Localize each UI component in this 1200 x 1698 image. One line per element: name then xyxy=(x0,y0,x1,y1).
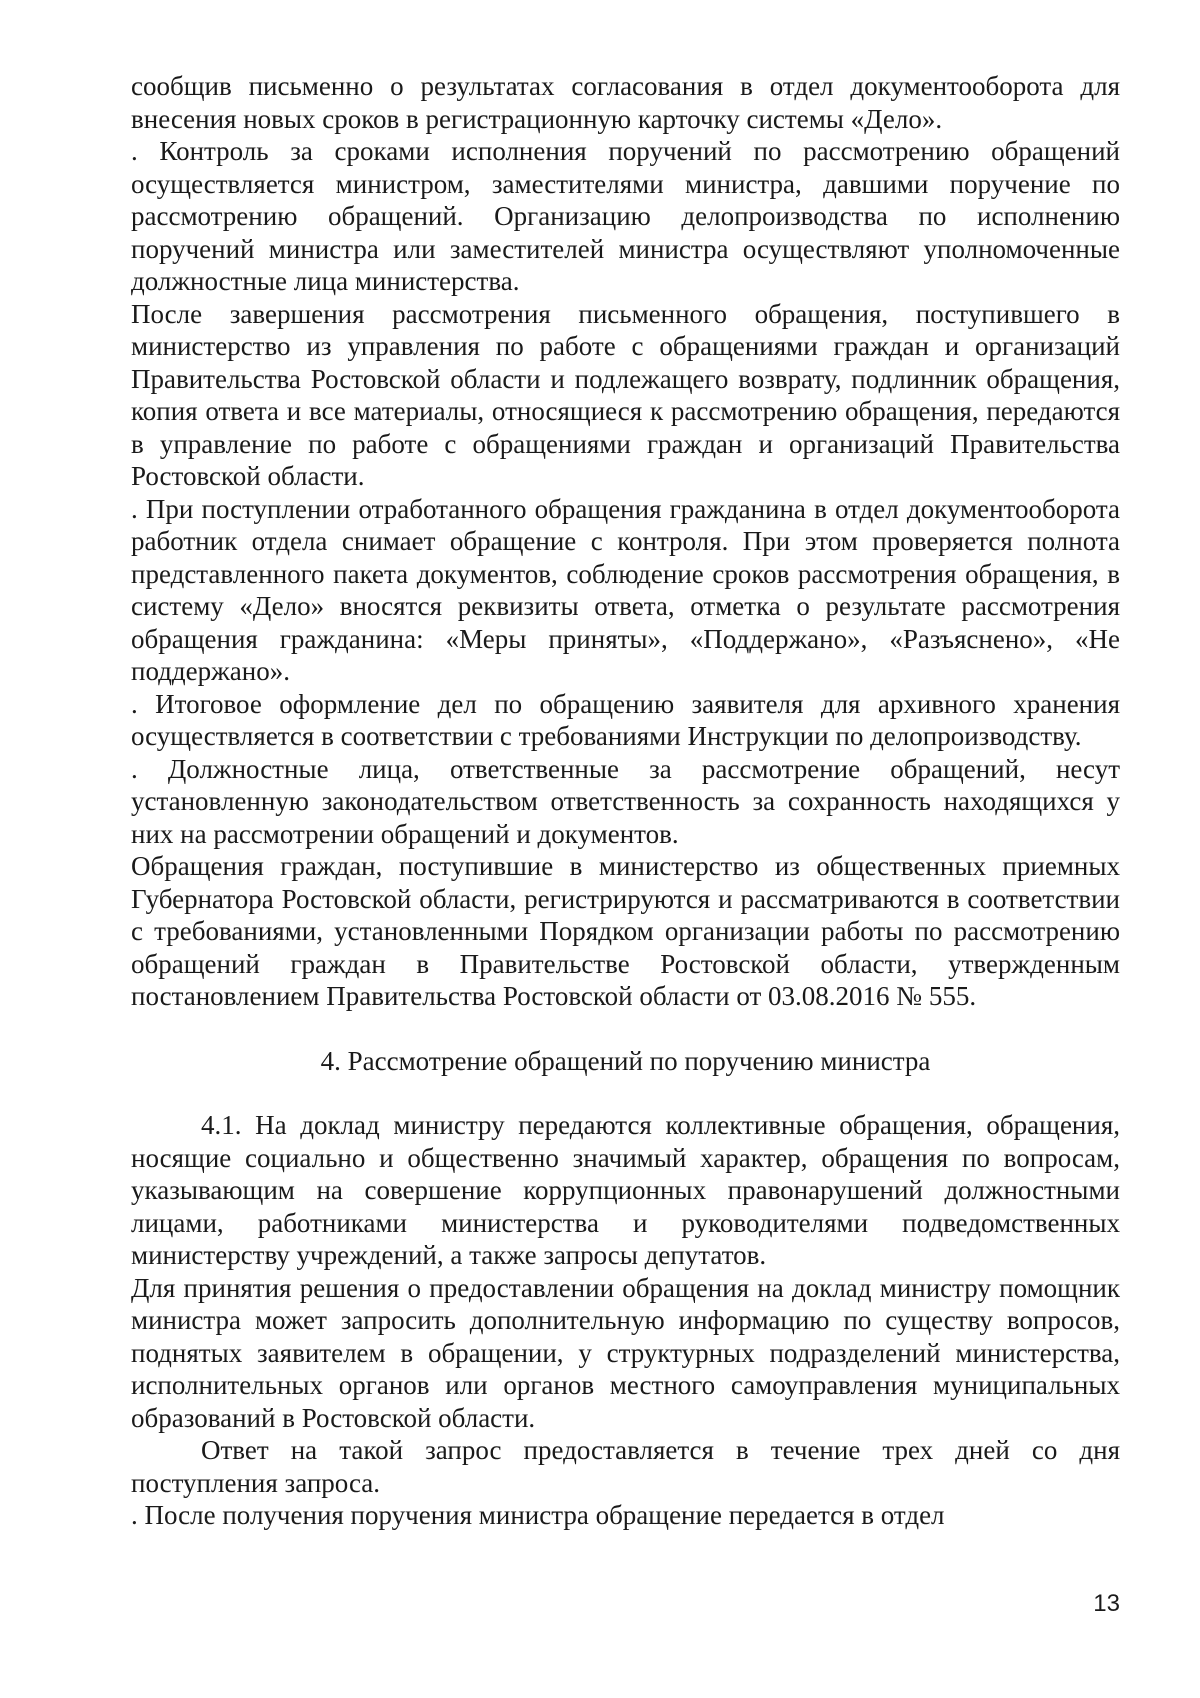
document-body xyxy=(131,70,1120,1532)
paragraph: Для принятия решения о предоставлении обращения на доклад министру помощник министра может запросить дополнительную информацию по существу вопросов, поднятых заявителем в обращении, у структурных подразделений министерства, исполнительных органов или органов местного самоуправления муниципальных образований в Ростовской области. xyxy=(131,1272,1120,1433)
paragraph: . При поступлении отработанного обращения гражданина в отдел документооборота работник отдела снимает обращение с контроля. При этом проверяется полнота представленного пакета документов, соблюдение сроков рассмотрения обращения, в систему «Дело» вносятся реквизиты ответа, отметка о результате рассмотрения обращения гражданина: «Меры приняты», «Поддержано», «Разъяснено», «Не поддержано». xyxy=(131,493,1120,686)
paragraph: После завершения рассмотрения письменного обращения, поступившего в министерство из управления по работе с обращениями граждан и организаций Правительства Ростовской области и подлежащего возврату, подлинник обращения, копия ответа и все материалы, относящиеся к рассмотрению обращения, передаются в управление по работе с обращениями граждан и организаций Правительства Ростовской области. xyxy=(131,298,1120,491)
paragraph: 4.1. На доклад министру передаются коллективные обращения, обращения, носящие социально и общественно значимый характер, обращения по вопросам, указывающим на совершение коррупционных правонарушений должностными лицами, работниками министерства и руководителями подведомственных министерству учреждений, а также запросы депутатов. xyxy=(131,1110,1120,1270)
paragraph: сообщив письменно о результатах согласования в отдел документооборота для внесения новых сроков в регистрационную карточку системы «Дело». xyxy=(131,71,1120,134)
paragraph: . Контроль за сроками исполнения поручений по рассмотрению обращений осуществляется министром, заместителями министра, давшими поручение по рассмотрению обращений. Организацию делопроизводства по исполнению поручений министра или заместителей министра осуществляют уполномоченные должностные лица министерства. xyxy=(131,136,1120,296)
paragraph: . После получения поручения министра обращение передается в отдел xyxy=(131,1500,945,1530)
paragraph: . Итоговое оформление дел по обращению заявителя для архивного хранения осуществляется в соответствии с требованиями Инструкции по делопроизводству. xyxy=(131,688,1120,751)
page-number: 13 xyxy=(1093,1590,1120,1617)
paragraph: . Должностные лица, ответственные за рассмотрение обращений, несут установленную законодательством ответственность за сохранность находящихся у них на рассмотрении обращений и документов. xyxy=(131,753,1120,849)
paragraph: Обращения граждан, поступившие в министерство из общественных приемных Губернатора Ростовской области, регистрируются и рассматриваются в соответствии с требованиями, установленными Порядком организации работы по рассмотрению обращений граждан в Правительстве Ростовской области, утвержденным постановлением Правительства Ростовской области от 03.08.2016 № 555. xyxy=(131,851,1120,1011)
section-heading: 4. Рассмотрение обращений по поручению министра xyxy=(320,1045,931,1076)
paragraph: Ответ на такой запрос предоставляется в течение трех дней со дня поступления запроса. xyxy=(131,1435,1120,1498)
